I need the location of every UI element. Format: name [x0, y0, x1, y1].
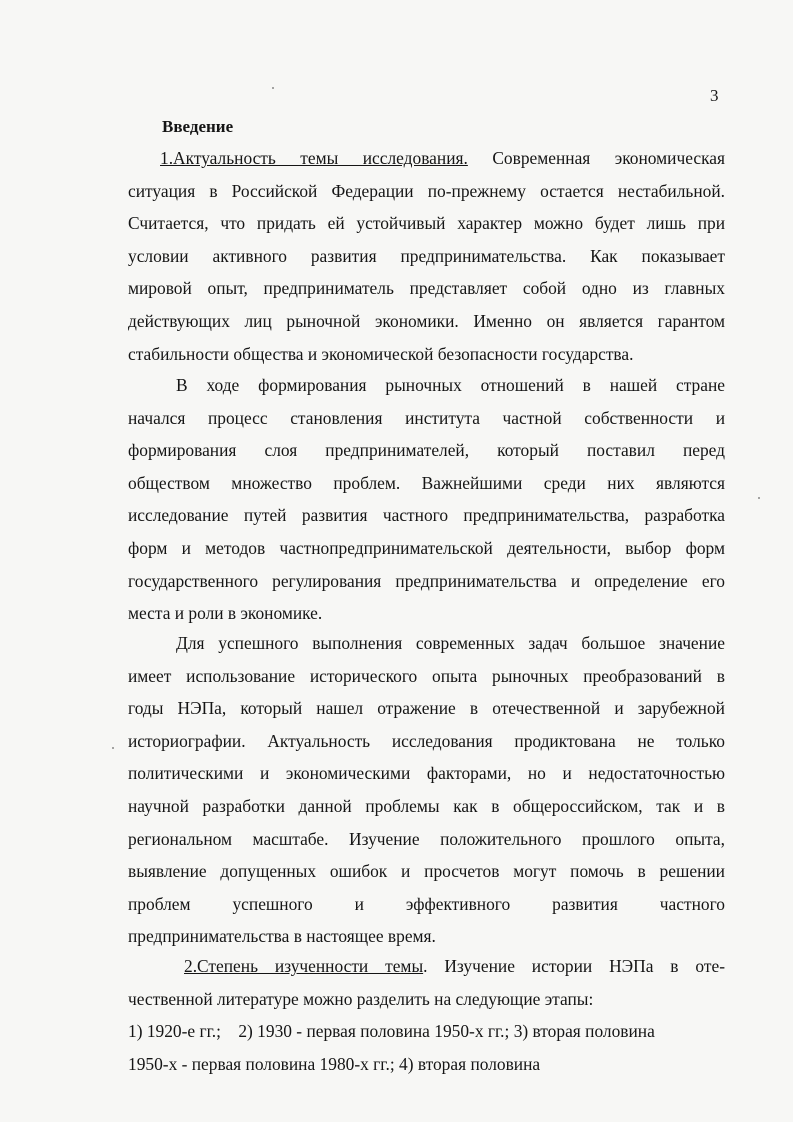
paragraph-line: обществом множество проблем. Важнейшими среди них являются: [128, 472, 725, 493]
paragraph-line: исследование путей развития частного предпринимательства, разработка: [128, 505, 725, 526]
paragraph-line: ситуация в Российской Федерации по-прежнему остается нестабильной.: [128, 180, 725, 201]
scan-speck: [272, 87, 274, 89]
paragraph-line: мировой опыт, предприниматель представляет собой одно из главных: [128, 278, 725, 299]
paragraph-line: 1.Актуальность темы исследования. Современная экономическая: [160, 148, 725, 168]
section-1: [128, 142, 725, 370]
paragraph-line: 2.Степень изученности темы. Изучение истории НЭПа в оте-: [184, 956, 725, 976]
page-number: 3: [710, 86, 719, 105]
paragraph-line: научной разработки данной проблемы как в общероссийском, так и в: [128, 795, 725, 816]
paragraph-line: Для успешного выполнения современных задач большое значение: [176, 633, 725, 653]
page-title: Введение: [162, 117, 234, 136]
paragraph-line: чественной литературе можно разделить на следующие этапы:: [128, 988, 594, 1009]
paragraph-line: Считается, что придать ей устойчивый характер можно будет лишь при: [128, 213, 725, 234]
paragraph-line: 1950-х - первая половина 1980-х гг.; 4) вторая половина: [128, 1053, 541, 1074]
paragraph-line: предпринимательства в настоящее время.: [128, 926, 436, 947]
paragraph-line: проблем успешного и эффективного развития частного: [128, 893, 725, 914]
section-1-title: 1.Актуальность темы исследования.: [160, 148, 468, 168]
paragraph-line: имеет использование исторического опыта рыночных преобразований в: [128, 665, 725, 686]
paragraph-2: [128, 369, 725, 630]
section-2: [128, 950, 725, 1080]
section-2-title: 2.Степень изученности темы: [184, 956, 424, 976]
paragraph-line: выявление допущенных ошибок и просчетов могут помочь в решении: [128, 861, 725, 882]
paragraph-line: начался процесс становления института частной собственности и: [128, 407, 725, 428]
paragraph-line: политическими и экономическими факторами, но и недостаточностью: [128, 763, 725, 784]
paragraph-line: историографии. Актуальность исследования продиктована не только: [128, 730, 725, 751]
paragraph-line: места и роли в экономике.: [128, 603, 323, 624]
paragraph-3: [128, 627, 725, 953]
paragraph-line: действующих лиц рыночной экономики. Именно он является гарантом: [128, 310, 725, 331]
scan-speck: [112, 747, 114, 749]
scan-speck: [758, 497, 760, 499]
paragraph-line: годы НЭПа, который нашел отражение в отечественной и зарубежной: [128, 698, 725, 719]
paragraph-line: государственного регулирования предпринимательства и определение его: [128, 570, 725, 591]
paragraph-line: 1) 1920-е гг.; 2) 1930 - первая половина 1950-х гг.; 3) вторая половина: [128, 1021, 655, 1042]
paragraph-line: стабильности общества и экономической безопасности государства.: [128, 343, 634, 364]
paragraph-line: условии активного развития предпринимательства. Как показывает: [128, 245, 725, 266]
paragraph-line: форм и методов частнопредпринимательской деятельности, выбор форм: [128, 537, 725, 558]
paragraph-line: региональном масштабе. Изучение положительного прошлого опыта,: [128, 828, 725, 849]
paragraph-line: формирования слоя предпринимателей, который поставил перед: [128, 440, 725, 461]
paragraph-line: В ходе формирования рыночных отношений в нашей стране: [176, 375, 725, 395]
